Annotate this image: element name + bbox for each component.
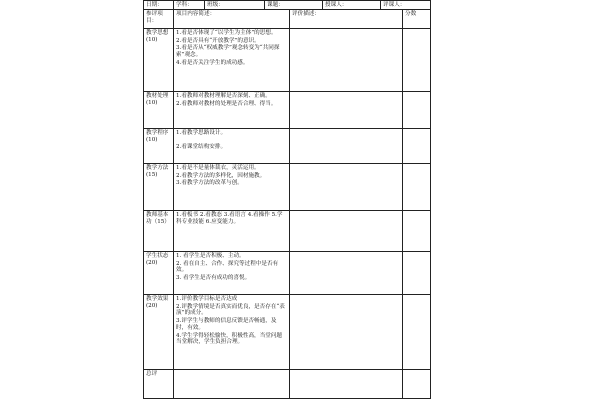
criteria-line: 3. 看学生是否有成功的喜悦。 xyxy=(176,275,251,282)
row-criteria xyxy=(174,29,290,92)
date-label: 日期： xyxy=(146,2,163,8)
summary-label: 总评 xyxy=(144,370,174,399)
evaluation-table xyxy=(143,0,431,399)
row-criteria xyxy=(174,164,290,211)
criteria-line: 3.看教学方法的改革与创。 xyxy=(176,180,243,187)
criteria-line: 1.看教学思路设计。 xyxy=(176,130,227,136)
row-item: 教材处理(10) xyxy=(144,92,174,129)
summary-cell[interactable] xyxy=(174,370,290,399)
teacher-label: 授课人： xyxy=(322,1,380,9)
comment-cell[interactable] xyxy=(290,29,403,92)
score-cell[interactable] xyxy=(403,92,431,129)
criteria-line: 2.评教学情境是否真实而优良，是否存在“表演”的成分。 xyxy=(176,303,285,317)
column-comment: 评价描述： xyxy=(290,10,403,29)
comment-cell[interactable] xyxy=(290,252,403,295)
score-cell[interactable] xyxy=(403,164,431,211)
row-criteria xyxy=(174,92,290,129)
criteria-line: 3.看是否从“权威教学”观念转变为“共同探索”观念。 xyxy=(176,45,280,59)
topic-label: 课题： xyxy=(264,1,322,9)
comment-cell[interactable] xyxy=(290,295,403,370)
table-row xyxy=(144,211,431,252)
summary-row xyxy=(144,370,431,399)
criteria-line: 1. 看学生是否积极、主动。 xyxy=(176,253,245,259)
comment-cell[interactable] xyxy=(290,92,403,129)
row-criteria xyxy=(174,129,290,164)
criteria-line: 2.看教师对教材的处理是否合理、得当。 xyxy=(176,100,277,107)
header-row xyxy=(144,1,431,10)
criteria-line: 3.评学生与教师的信息反馈是否畅通，及时，有效。 xyxy=(176,318,277,331)
score-cell[interactable] xyxy=(403,29,431,92)
criteria-line: 2. 看在自主、合作、探究等过程中是否有效。 xyxy=(176,260,279,274)
comment-cell[interactable] xyxy=(290,211,403,252)
criteria-line: 4.看是否关注学生的成功感。 xyxy=(176,59,249,66)
table-row xyxy=(144,129,431,164)
table-row xyxy=(144,252,431,295)
summary-comment-cell[interactable] xyxy=(290,370,403,399)
evaluation-sheet xyxy=(143,0,430,400)
row-criteria xyxy=(174,252,290,295)
table-row xyxy=(144,29,431,92)
criteria-line: 4.学生学得轻松愉快，积极性高，当堂问题当堂解决，学生负担合理。 xyxy=(176,332,283,346)
comment-cell[interactable] xyxy=(290,129,403,164)
criteria-line: 2.看课堂结构安排。 xyxy=(176,143,227,150)
column-content: 项目内容简述： xyxy=(174,10,290,29)
criteria-line: 1.评价教学目标是否达成 xyxy=(176,296,238,302)
criteria-line: 2.看是否具有“开放教学”的意识。 xyxy=(176,37,260,44)
criteria-line: 1.看是否体现了“以学生为主体”的思想。 xyxy=(176,30,277,36)
table-row xyxy=(144,164,431,211)
row-item: 教学方法(15) xyxy=(144,164,174,211)
criteria-line: 1.看教师对教材理解是否深刻、正确。 xyxy=(176,93,271,99)
subject-label: 学科： xyxy=(173,1,204,9)
column-score: 分数 xyxy=(403,10,431,29)
class-label: 班级： xyxy=(204,1,264,9)
table-row xyxy=(144,92,431,129)
summary-score-cell[interactable] xyxy=(403,370,431,399)
comment-cell[interactable] xyxy=(290,164,403,211)
row-item: 教学思想(10) xyxy=(144,29,174,92)
criteria-line: 1.看板书 2.看教态 3.看语言 4.看操作 5.学科专业技能 6.应变能力。 xyxy=(176,212,283,225)
row-criteria xyxy=(174,211,290,252)
score-cell[interactable] xyxy=(403,211,431,252)
column-header-row xyxy=(144,10,431,29)
table-row xyxy=(144,295,431,370)
score-cell[interactable] xyxy=(403,295,431,370)
row-item: 学生状态(20) xyxy=(144,252,174,295)
row-item: 教师基本功（15） xyxy=(144,211,174,252)
column-item: 参评项目： xyxy=(144,10,174,29)
score-cell[interactable] xyxy=(403,252,431,295)
criteria-line: 2.看教学方法的多样化，因材施教。 xyxy=(176,172,266,179)
row-criteria xyxy=(174,295,290,370)
row-item: 教学程序(10) xyxy=(144,129,174,164)
criteria-line: 1.看是不是量体裁衣，灵活运用。 xyxy=(176,165,260,171)
score-cell[interactable] xyxy=(403,129,431,164)
evaluator-label: 评课人： xyxy=(380,1,430,9)
row-item: 教学效果(20) xyxy=(144,295,174,370)
